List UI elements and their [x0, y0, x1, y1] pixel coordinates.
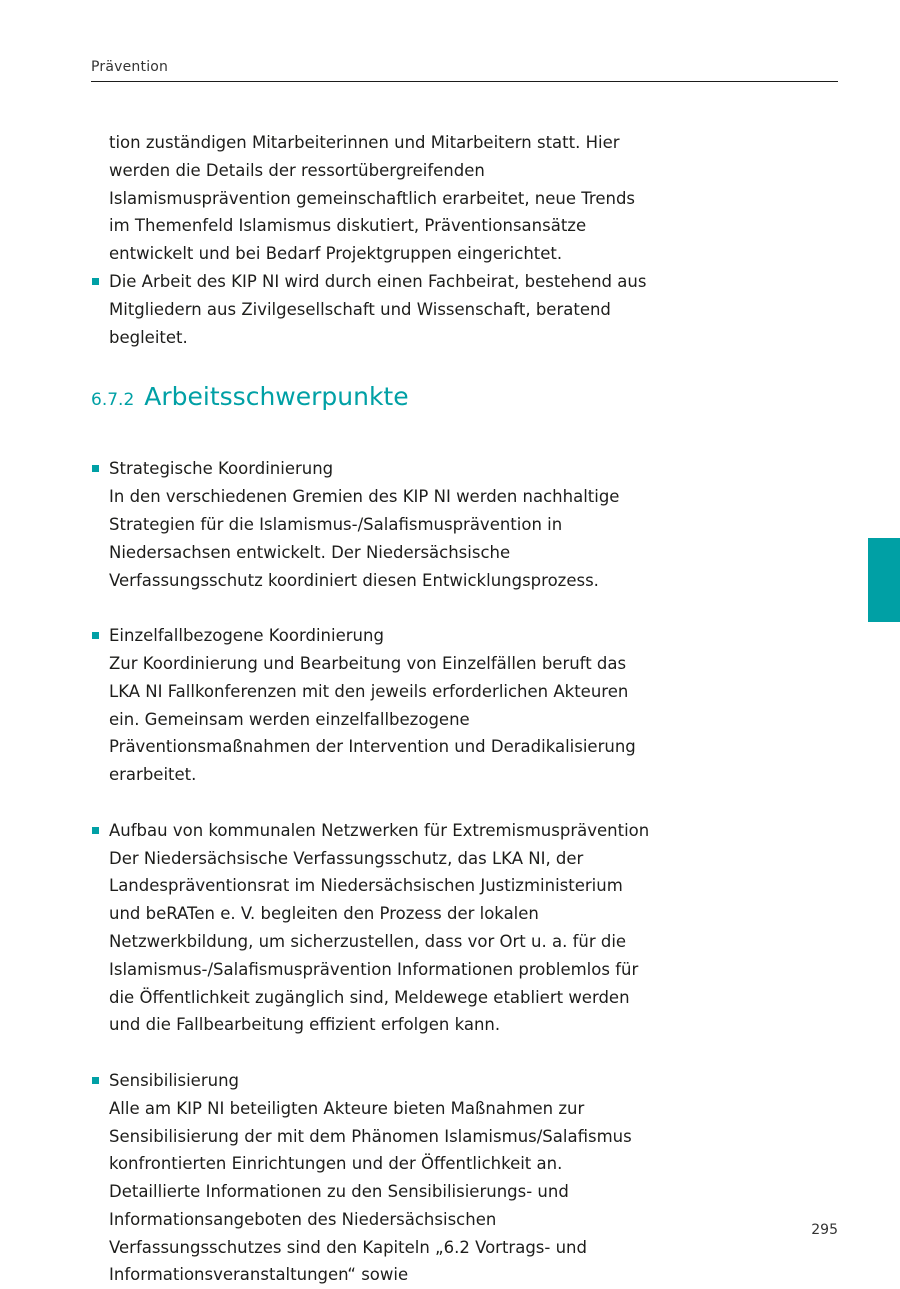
spacer [91, 351, 651, 377]
list-item [91, 455, 651, 594]
bullet-text: Die Arbeit des KIP NI wird durch einen Fachbeirat, bestehend aus Mitgliedern aus Zivilgesellschaft und Wissenschaft, beratend begleitet. [109, 271, 647, 347]
list-item [91, 622, 651, 789]
item-title: Einzelfallbezogene Koordinierung [109, 626, 384, 646]
item-title: Strategische Koordinierung [109, 459, 334, 479]
item-text: Zur Koordinierung und Bearbeitung von Einzelfällen beruft das LKA NI Fallkonferenzen mit den jeweils erforderlichen Akteuren ein. Gemeinsam werden einzelfallbezogene Präventionsmaßnahmen der Intervention und Deradikalisierung erarbeitet. [109, 653, 636, 785]
item-text: In den verschiedenen Gremien des KIP NI werden nachhaltige Strategien für die Islamismus-/Salafismusprävention in Niedersachsen entwickelt. Der Niedersächsische Verfassungsschutz koordiniert diesen Entwicklungsprozess. [109, 487, 620, 590]
running-head: Prävention [91, 59, 169, 75]
body-content [91, 129, 651, 1289]
item-text: Alle am KIP NI beteiligten Akteure bieten Maßnahmen zur Sensibilisierung der mit dem Phänomen Islamismus/Salafismus konfrontierten Einrichtungen und der Öffentlichkeit an. Detaillierte Informationen zu den Sensibilisierungs- und Informationsangeboten des Niedersächsischen Verfassungsschutzes sind den Kapiteln „6.2 Vortrags- und Informationsveranstaltungen“ sowie [109, 1098, 632, 1285]
list-item [91, 1067, 651, 1289]
section-title: Arbeitsschwerpunkte [144, 382, 409, 412]
section-heading [91, 377, 651, 429]
item-text: Der Niedersächsische Verfassungsschutz, das LKA NI, der Landespräventionsrat im Niedersächsischen Justizministerium und beRATen e. V. begleiten den Prozess der lokalen Netzwerkbildung, um sicherzustellen, dass vor Ort u. a. für die Islamismus-/Salafismusprävention Informationen problemlos für die Öffentlichkeit zugänglich sind, Meldewege etabliert werden und die Fallbearbeitung effizient erfolgen kann. [109, 848, 639, 1035]
list-item [91, 817, 651, 1039]
section-number: 6.7.2 [91, 390, 135, 411]
spacer [91, 789, 651, 817]
bullet-square-icon [92, 278, 99, 285]
bullet-item-fachbeirat [91, 268, 651, 351]
item-title: Sensibilisierung [109, 1070, 239, 1090]
spacer [91, 1039, 651, 1067]
chapter-side-tab [868, 538, 900, 622]
item-title: Aufbau von kommunalen Netzwerken für Extremismusprävention [109, 820, 650, 840]
page-number: 295 [811, 1222, 838, 1238]
bullet-square-icon [92, 827, 99, 834]
bullet-square-icon [92, 465, 99, 472]
spacer [91, 429, 651, 455]
bullet-square-icon [92, 632, 99, 639]
continuation-paragraph: tion zuständigen Mitarbeiterinnen und Mitarbeitern statt. Hier werden die Details der ressortübergreifenden Islamismusprävention gemeinschaftlich erarbeitet, neue Trends im Themenfeld Islamismus diskutiert, Präventionsansätze entwickelt und bei Bedarf Projektgruppen eingerichtet. [109, 133, 636, 264]
spacer [91, 594, 651, 622]
header-rule [91, 81, 838, 82]
bullet-square-icon [92, 1077, 99, 1084]
